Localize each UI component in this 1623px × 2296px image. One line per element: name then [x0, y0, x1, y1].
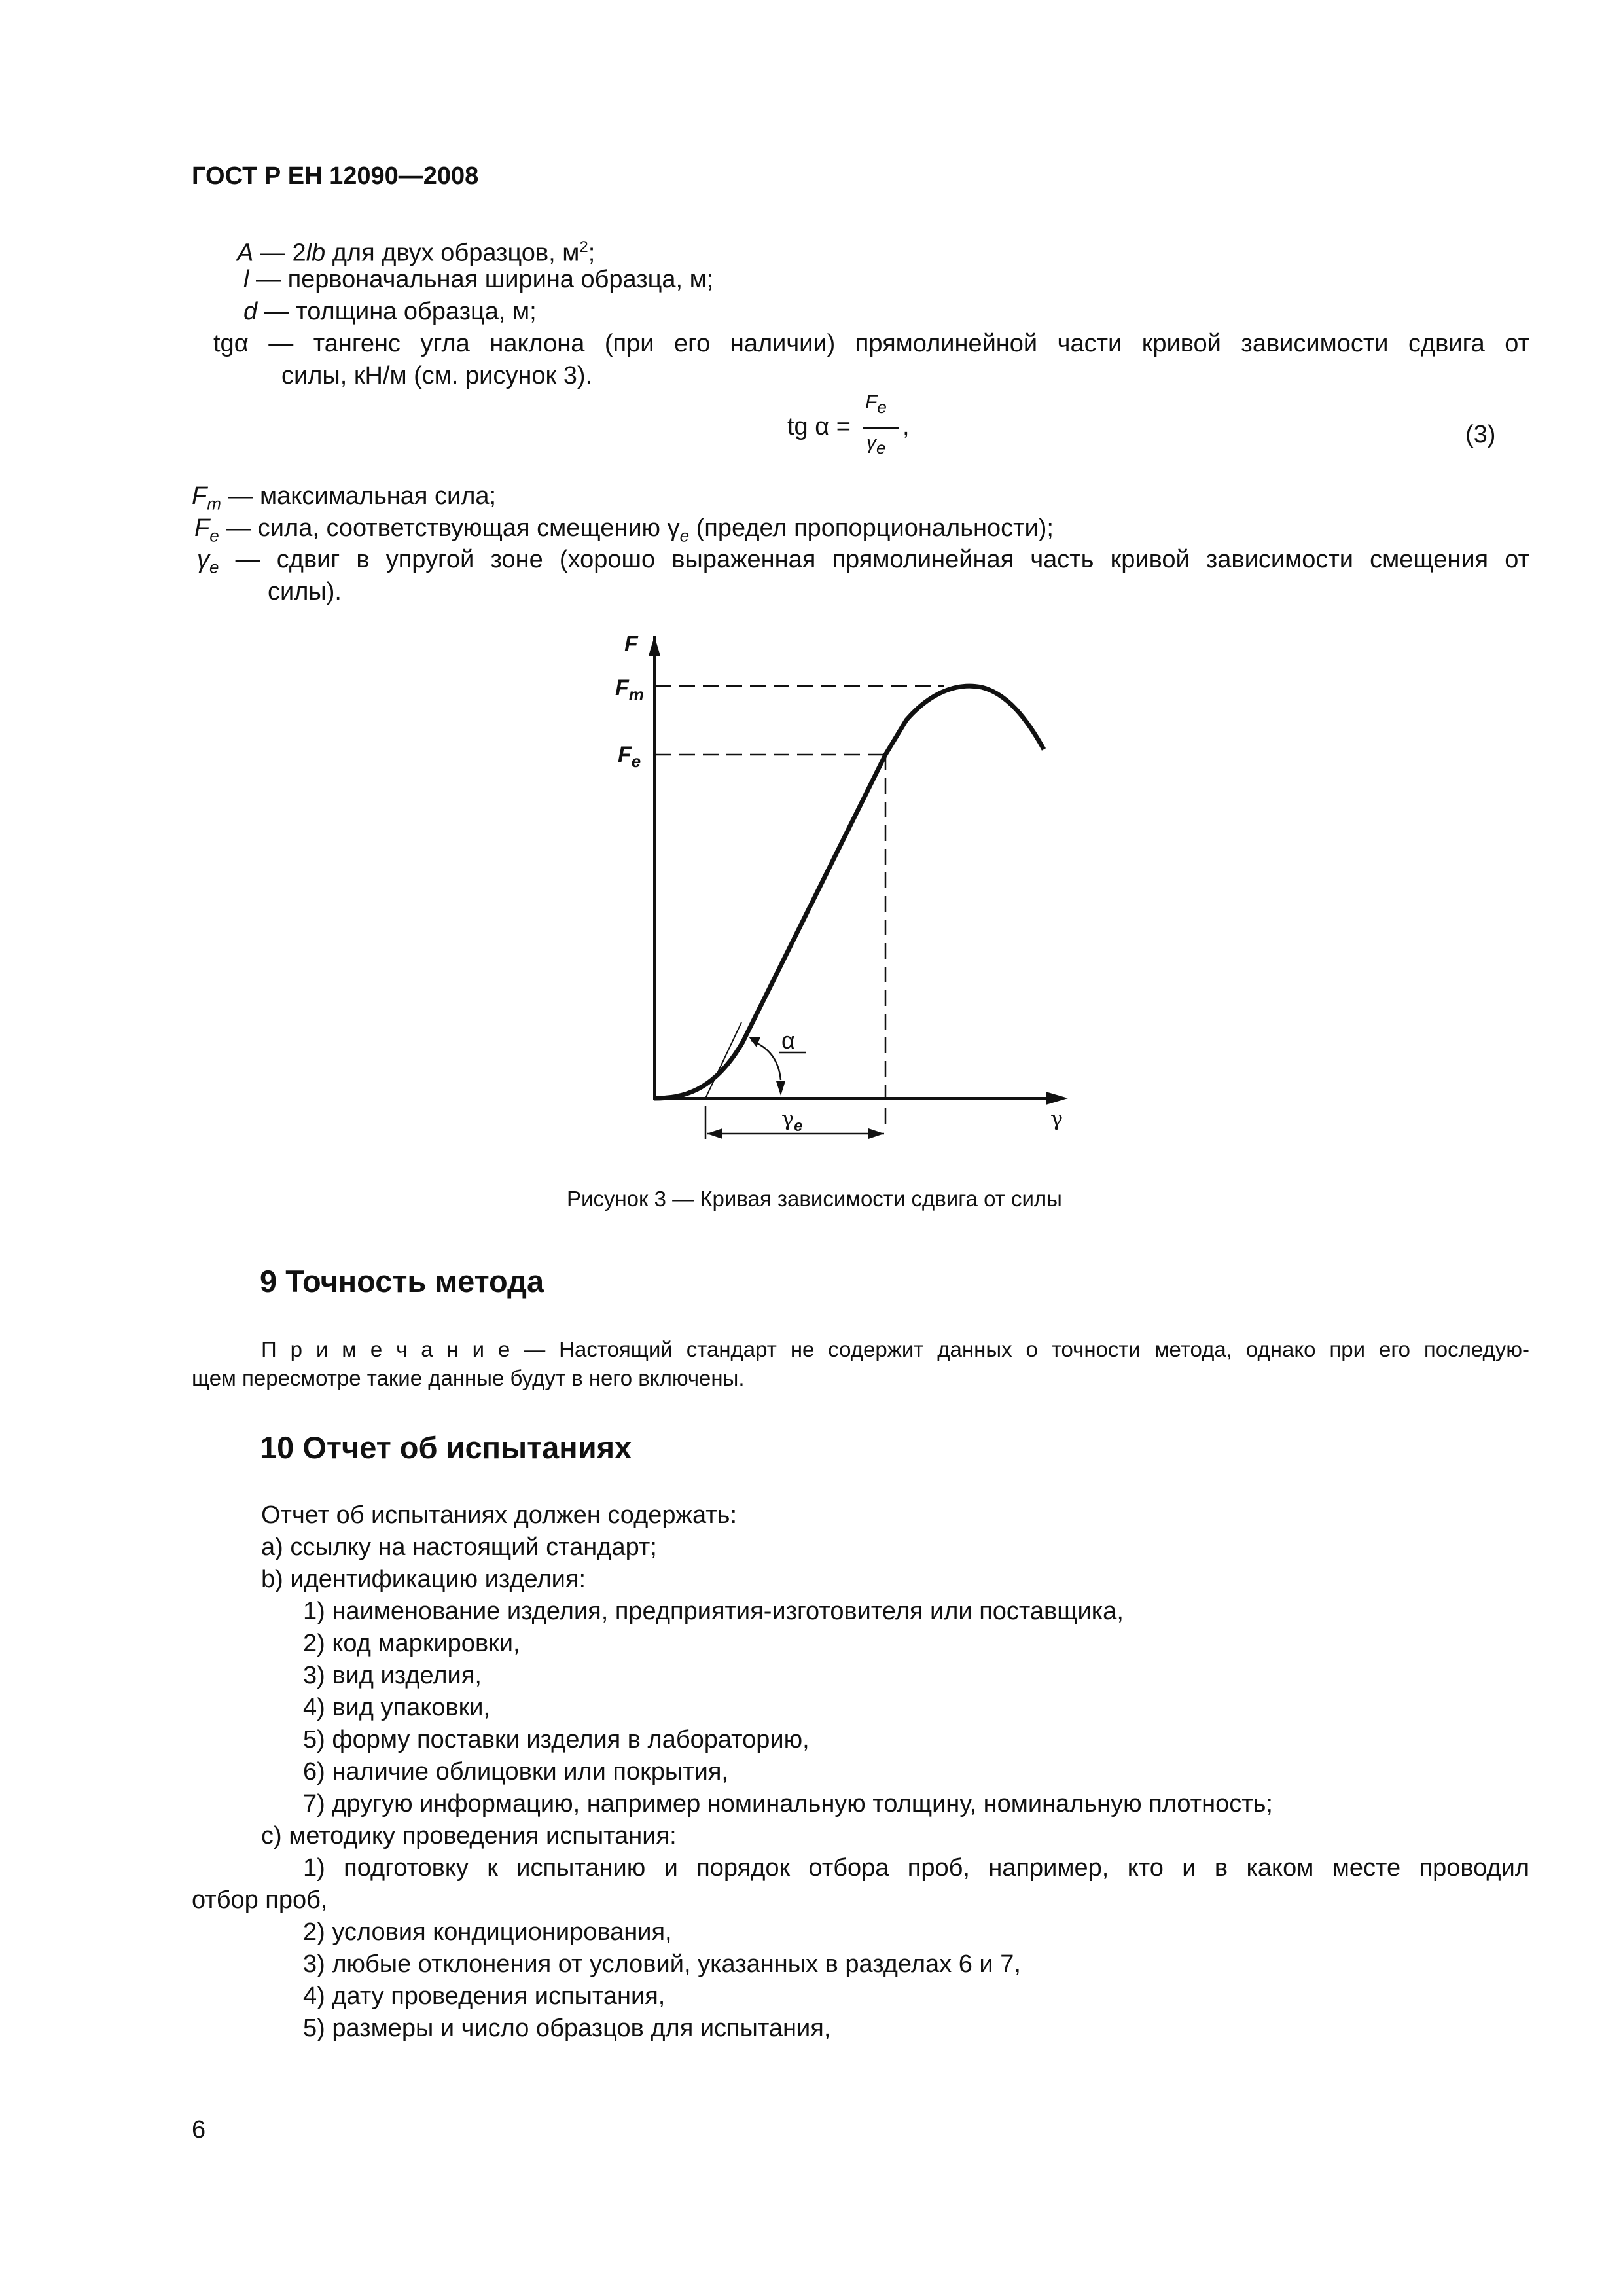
symbol-F: F [194, 514, 210, 542]
x-axis-label: γ [1050, 1106, 1063, 1131]
formula-num-sub: e [877, 397, 887, 417]
figure-caption: Рисунок 3 — Кривая зависимости сдвига от силы [567, 1187, 1062, 1211]
definition-text: — толщина образца, м; [257, 298, 537, 325]
alpha-arc [751, 1041, 781, 1080]
fm-label-sub: m [628, 685, 644, 704]
y-axis-arrow [649, 636, 660, 656]
symbol-F: F [192, 482, 207, 510]
definition-d [243, 296, 537, 327]
definition-gamma-e [197, 544, 1529, 583]
list-item-b7: 7) другую информацию, например номинальную толщину, номинальную плотность; [303, 1790, 1273, 1818]
formula-numerator [865, 391, 887, 418]
formula-comma: , [902, 413, 910, 440]
formula-lhs: tg α = [787, 413, 851, 440]
gamma-e-arrow-right [868, 1128, 884, 1139]
alpha-arrow-top [749, 1037, 760, 1047]
list-item-b4: 4) вид упаковки, [303, 1694, 490, 1721]
list-item-b5: 5) форму поставки изделия в лабораторию, [303, 1726, 810, 1753]
symbol-lb: lb [306, 239, 326, 267]
subscript-e: e [209, 526, 219, 546]
subscript-e: e [209, 557, 219, 577]
symbol-A: A [237, 239, 254, 267]
gamma-e-label-symbol: γ [781, 1106, 794, 1131]
gamma-e-label [781, 1106, 802, 1135]
x-axis-arrow [1046, 1092, 1068, 1105]
fraction-bar [863, 427, 899, 429]
definition-text: (предел пропорциональности); [689, 514, 1054, 542]
section-10-title: 10 Отчет об испытаниях [260, 1430, 632, 1465]
definition-text: — сдвиг в упругой зоне (хорошо выраженная прямолинейная часть кривой зависимости смещения от [219, 546, 1529, 573]
gamma-e-arrow-left [707, 1128, 722, 1139]
symbol-tg-alpha: tgα [213, 330, 249, 357]
shear-force-curve [654, 686, 1044, 1098]
subscript-m: m [207, 493, 221, 514]
list-item-a: a) ссылку на настоящий стандарт; [261, 1534, 657, 1561]
formula-den-sub: e [876, 438, 886, 457]
section-10-intro: Отчет об испытаниях должен содержать: [261, 1501, 738, 1529]
definition-text: — максимальная сила; [221, 482, 497, 510]
fe-label-sub: e [631, 751, 641, 771]
section-9-title: 9 Точность метода [260, 1264, 544, 1299]
fe-label-symbol: F [618, 742, 632, 767]
superscript: 2 [579, 238, 588, 256]
y-axis-label: F [624, 632, 638, 656]
list-item-b2: 2) код маркировки, [303, 1630, 520, 1657]
list-item-b: b) идентификацию изделия: [261, 1566, 586, 1593]
section-9-note-line2: щем пересмотре такие данные будут в него включены. [192, 1366, 745, 1390]
document-header: ГОСТ Р ЕН 12090—2008 [192, 162, 479, 190]
alpha-label: α [781, 1027, 795, 1054]
definition-l [243, 264, 713, 295]
definition-gamma-e-cont: силы). [268, 578, 342, 605]
page-number: 6 [192, 2116, 206, 2144]
definition-tail: ; [588, 239, 596, 267]
alpha-arrow-bottom [776, 1081, 785, 1096]
note-lead: П р и м е ч а н и е [261, 1337, 510, 1361]
list-item-b6: 6) наличие облицовки или покрытия, [303, 1758, 728, 1785]
formula-den-symbol: γ [866, 432, 876, 454]
definition-text: — тангенс угла наклона (при его наличии) прямолинейной части кривой зависимости сдвига от [248, 330, 1529, 357]
list-item-c: c) методику проведения испытания: [261, 1822, 677, 1850]
list-item-c2: 2) условия кондиционирования, [303, 1918, 672, 1946]
note-text: — Настоящий стандарт не содержит данных о точности метода, однако при его последую- [510, 1337, 1530, 1361]
symbol-gamma: γ [197, 546, 209, 573]
symbol-d: d [243, 298, 258, 325]
definition-text: — 2 [253, 239, 306, 267]
list-item-c3: 3) любые отклонения от условий, указанных в разделах 6 и 7, [303, 1950, 1021, 1978]
shear-force-curve-figure [589, 622, 1113, 1172]
section-9-note-line1 [261, 1335, 1529, 1364]
list-item-c5: 5) размеры и число образцов для испытания, [303, 2015, 831, 2042]
tangent-extension-line [705, 1022, 741, 1098]
list-item-b3: 3) вид изделия, [303, 1662, 482, 1689]
subscript-e: e [679, 526, 690, 546]
definition-tg-alpha [213, 328, 1529, 359]
fm-label-symbol: F [615, 675, 629, 700]
fe-label [618, 742, 641, 771]
definition-tg-alpha-cont: силы, кН/м (см. рисунок 3). [281, 362, 593, 389]
definition-text: — сила, соответствующая смещению γ [219, 514, 680, 542]
list-item-c1-cont: отбор проб, [192, 1886, 328, 1914]
definition-text: — первоначальная ширина образца, м; [249, 266, 714, 293]
list-item-b1: 1) наименование изделия, предприятия-изготовителя или поставщика, [303, 1598, 1124, 1625]
gamma-e-label-sub: e [794, 1117, 803, 1135]
fm-label [615, 675, 644, 704]
formula-num-symbol: F [865, 391, 878, 413]
formula-number: (3) [1465, 421, 1496, 448]
formula-denominator [866, 432, 885, 458]
list-item-c1: 1) подготовку к испытанию и порядок отбора проб, например, кто и в каком месте проводил [303, 1854, 1529, 1882]
list-item-c4: 4) дату проведения испытания, [303, 1982, 666, 2010]
definition-text: для двух образцов, м [325, 239, 580, 267]
symbol-l: l [243, 266, 249, 293]
